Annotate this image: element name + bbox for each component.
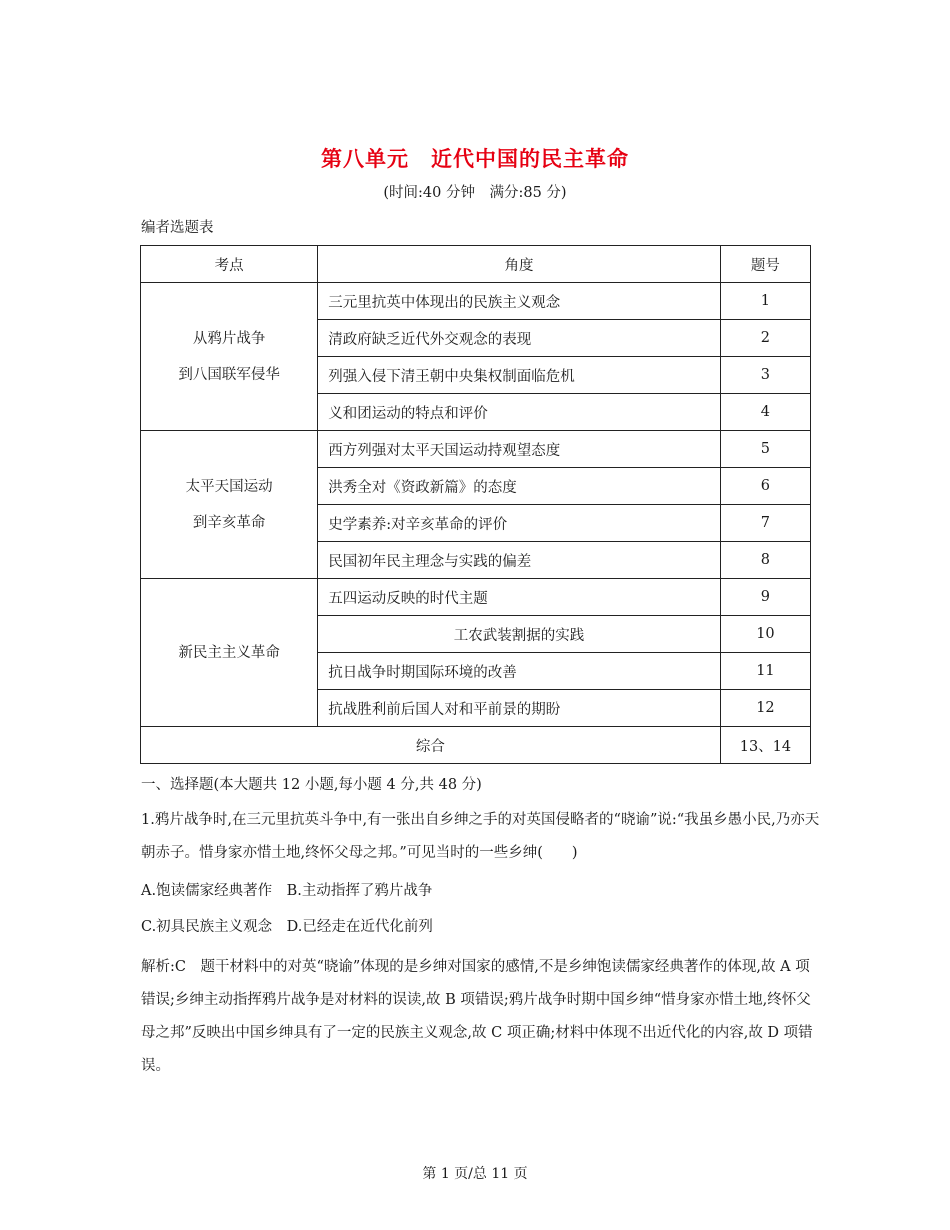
topic-cell: [141, 431, 318, 579]
topic-line: 从鸦片战争: [192, 330, 266, 347]
topic-line: 到辛亥革命: [192, 514, 266, 531]
answer-analysis: 解析:C 题干材料中的对英“晓谕”体现的是乡绅对国家的感情,不是乡绅饱读儒家经典著作的体现,故 A 项错误;乡绅主动指挥鸦片战争是对材料的误读,故 B 项错误;鸦片战争时期中国乡绅“惜身家亦惜土地,终怀父母之邦”反映出中国乡绅具有了一定的民族主义观念,故 C 项正确;材料中体现不出近代化的内容,故 D 项错误。: [141, 959, 813, 1074]
angle-cell: 三元里抗英中体现出的民族主义观念: [318, 283, 721, 320]
angle-cell: 民国初年民主理念与实践的偏差: [318, 542, 721, 579]
angle-cell: 抗战胜利前后国人对和平前景的期盼: [318, 690, 721, 727]
number-cell: 3: [720, 357, 810, 394]
angle-cell: 抗日战争时期国际环境的改善: [318, 653, 721, 690]
question-options-cd: C.初具民族主义观念 D.已经走在近代化前列: [141, 919, 433, 935]
number-cell: 9: [720, 579, 810, 616]
number-cell: 4: [720, 394, 810, 431]
topic-cell: [141, 579, 318, 727]
header-number: 题号: [720, 246, 810, 283]
angle-cell: 西方列强对太平天国运动持观望态度: [318, 431, 721, 468]
summary-label: 综合: [141, 727, 721, 764]
section-heading: 一、选择题(本大题共 12 小题,每小题 4 分,共 48 分): [141, 777, 482, 793]
angle-cell: 列强入侵下清王朝中央集权制面临危机: [318, 357, 721, 394]
question-options-ab: A.饱读儒家经典著作 B.主动指挥了鸦片战争: [141, 883, 433, 899]
angle-cell: 五四运动反映的时代主题: [318, 579, 721, 616]
table-row: [141, 431, 811, 468]
angle-cell: 工农武装割据的实践: [318, 616, 721, 653]
number-cell: 6: [720, 468, 810, 505]
page-footer: 第 1 页/总 11 页: [422, 1166, 528, 1182]
number-cell: 2: [720, 320, 810, 357]
table-row: [141, 579, 811, 616]
topic-line: 到八国联军侵华: [178, 366, 280, 383]
topic-cell: [141, 283, 318, 431]
topic-line: 新民主主义革命: [178, 644, 280, 661]
number-cell: 10: [720, 616, 810, 653]
header-point: 考点: [141, 246, 318, 283]
angle-cell: 清政府缺乏近代外交观念的表现: [318, 320, 721, 357]
angle-cell: 史学素养:对辛亥革命的评价: [318, 505, 721, 542]
number-cell: 12: [720, 690, 810, 727]
number-cell: 11: [720, 653, 810, 690]
number-cell: 5: [720, 431, 810, 468]
header-angle: 角度: [318, 246, 721, 283]
table-header-row: [141, 246, 811, 283]
selection-table: [140, 245, 811, 764]
summary-number: 13、14: [720, 727, 810, 764]
topic-line: 太平天国运动: [185, 478, 273, 495]
number-cell: 7: [720, 505, 810, 542]
question-stem: 1.鸦片战争时,在三元里抗英斗争中,有一张出自乡绅之手的对英国侵略者的“晓谕”说:“我虽乡愚小民,乃亦天朝赤子。惜身家亦惜土地,终怀父母之邦。”可见当时的一些乡绅( ): [141, 812, 820, 861]
table-caption: 编者选题表: [141, 220, 214, 236]
angle-cell: 义和团运动的特点和评价: [318, 394, 721, 431]
exam-time-score: (时间:40 分钟 满分:85 分): [383, 185, 567, 201]
number-cell: 1: [720, 283, 810, 320]
unit-title: 第八单元 近代中国的民主革命: [321, 147, 629, 171]
summary-row: [141, 727, 811, 764]
table-row: [141, 283, 811, 320]
angle-cell: 洪秀全对《资政新篇》的态度: [318, 468, 721, 505]
number-cell: 8: [720, 542, 810, 579]
